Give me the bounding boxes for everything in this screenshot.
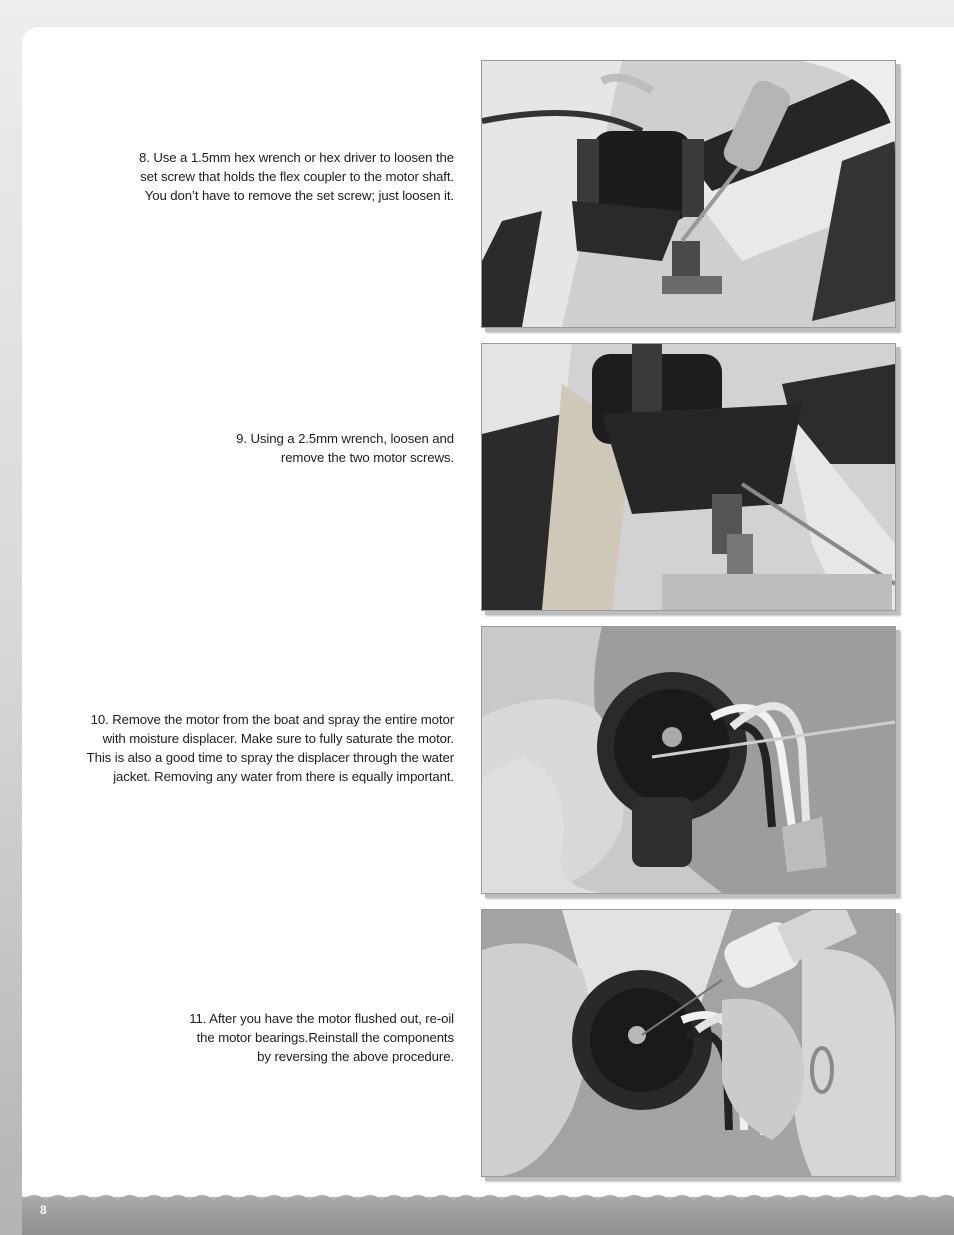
step-11-instruction: 11. After you have the motor flushed out, re-oil the motor bearings.Reinstall the components by reversing the above procedure. (189, 1011, 454, 1064)
footer-wave-band (22, 1186, 954, 1235)
step-8-photo (481, 60, 896, 328)
step-9-instruction: 9. Using a 2.5mm wrench, loosen and remove the two motor screws. (236, 431, 454, 465)
step-11-photo (481, 909, 896, 1177)
step-10-instruction: 10. Remove the motor from the boat and spray the entire motor with moisture displacer. Make sure to fully saturate the motor. This is also a good time to spray the displacer through the water jacket. Removing any water from there is equally important. (86, 712, 454, 784)
step-10-photo (481, 626, 896, 894)
step-8-instruction: 8. Use a 1.5mm hex wrench or hex driver to loosen the set screw that holds the flex coupler to the motor shaft. You don’t have to remove the set screw; just loosen it. (138, 150, 454, 203)
page-number: 8 (40, 1203, 47, 1217)
step-9-photo (481, 343, 896, 611)
